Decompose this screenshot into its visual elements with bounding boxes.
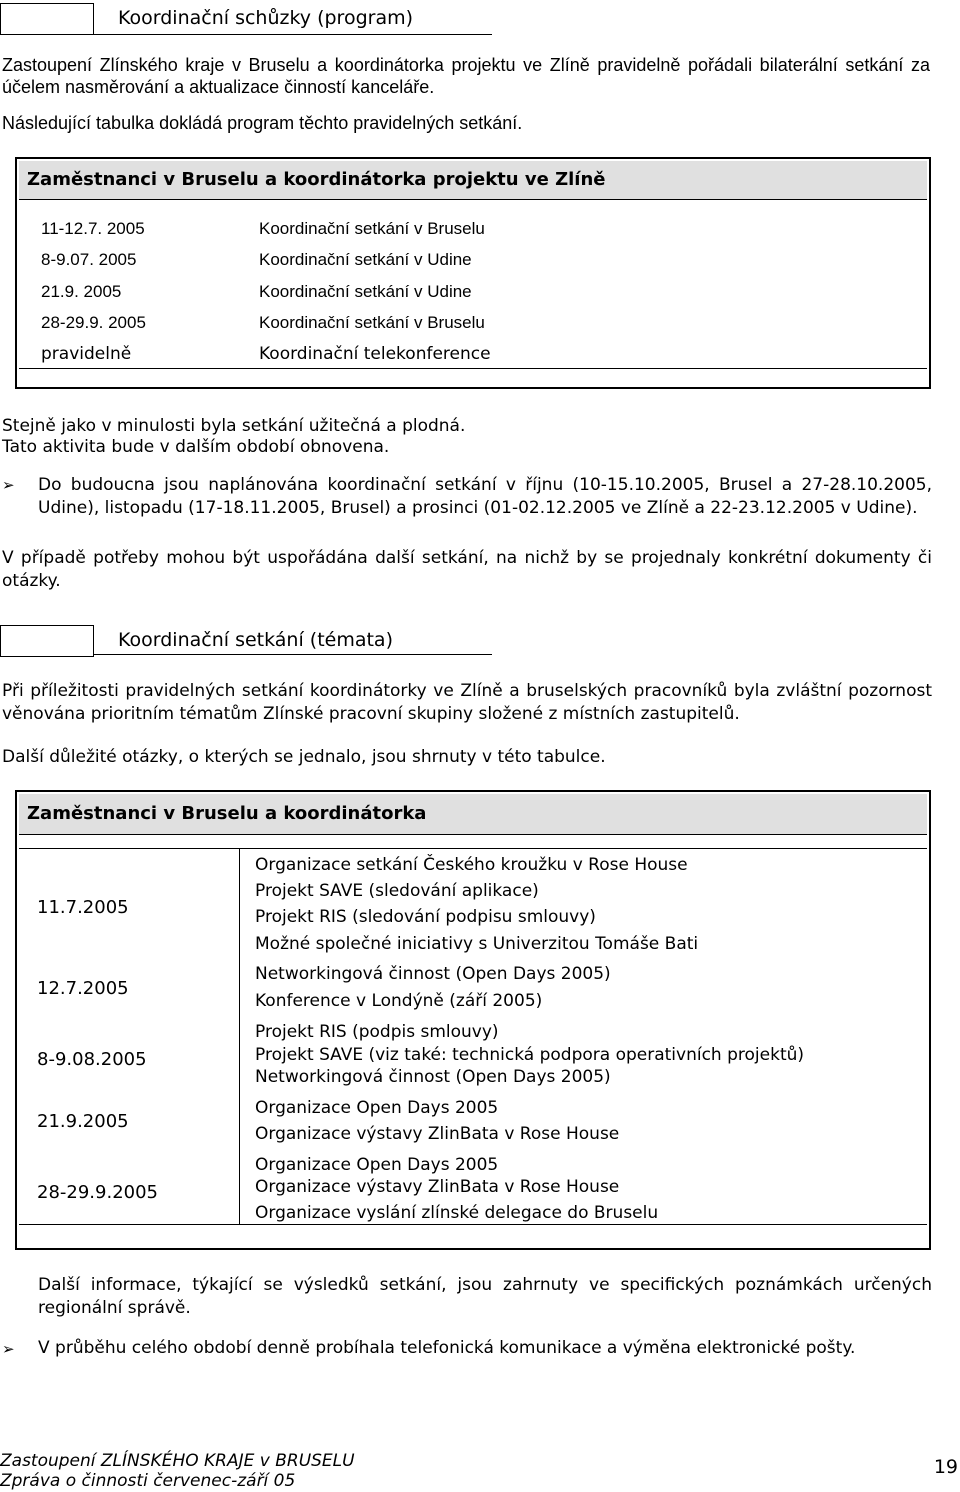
row-date: 21.9.2005 — [37, 1111, 129, 1132]
heading-marker-box — [0, 625, 94, 657]
row-date: 28-29.9.2005 — [37, 1182, 159, 1203]
row-description: Koordinační setkání v Bruselu — [259, 219, 485, 238]
heading-marker-box — [0, 3, 94, 35]
table-header — [19, 161, 927, 200]
row-date: 8-9.08.2005 — [37, 1049, 147, 1070]
table-footer-rule — [19, 368, 927, 369]
row-topic: Projekt SAVE (viz také: technická podpora operativních projektů) — [255, 1045, 805, 1065]
row-topic: Projekt RIS (podpis smlouvy) — [255, 1022, 499, 1042]
meeting-program-table — [15, 157, 931, 389]
bullet-planned-meetings: Do budoucna jsou naplánována koordinační setkání v říjnu (10-15.10.2005, Brusel a 27-28.10.2005, Udine), listopadu (17-18.11.2005, Brusel) a prosinci (01-02.12.2005 ve Zlíně a 22-23.12.2005 v Udine). — [38, 475, 932, 518]
bullet-communication: V průběhu celého období denně probíhala telefonická komunikace a výměna elektronické pošty. — [38, 1338, 856, 1358]
section-title: Koordinační schůzky (program) — [118, 7, 414, 29]
section-heading-program — [0, 3, 500, 35]
row-description: Koordinační setkání v Udine — [259, 250, 472, 269]
row-date: 28-29.9. 2005 — [41, 313, 146, 332]
row-description: Koordinační setkání v Udine — [259, 282, 472, 301]
row-date: 21.9. 2005 — [41, 282, 122, 301]
footer-report-title: Zpráva o činnosti červenec-září 05 — [0, 1471, 296, 1491]
paragraph-after-table-1: Stejně jako v minulosti byla setkání užitečná a plodná. — [2, 416, 466, 436]
section-title: Koordinační setkání (témata) — [118, 629, 393, 651]
table-header-title: Zaměstnanci v Bruselu a koordinátorka — [27, 803, 427, 824]
row-topic: Organizace Open Days 2005 — [255, 1155, 499, 1175]
row-topic: Networkingová činnost (Open Days 2005) — [255, 1067, 611, 1087]
topics-table — [15, 790, 931, 1250]
row-topic: Možné společné iniciativy s Univerzitou Tomáše Bati — [255, 934, 699, 954]
column-divider — [239, 848, 240, 1224]
row-topic: Networkingová činnost (Open Days 2005) — [255, 964, 611, 984]
row-date: 12.7.2005 — [37, 978, 129, 999]
heading-underline — [94, 34, 492, 35]
row-topic: Projekt RIS (sledování podpisu smlouvy) — [255, 907, 596, 927]
row-description: Koordinační setkání v Bruselu — [259, 313, 485, 332]
paragraph-further-info: Další informace, týkající se výsledků setkání, jsou zahrnuty ve specifických poznámkách určených regionální správě. — [38, 1275, 932, 1318]
arrow-bullet-icon: ➢ — [2, 1340, 15, 1358]
row-topic: Organizace Open Days 2005 — [255, 1098, 499, 1118]
row-topic: Projekt SAVE (sledování aplikace) — [255, 881, 539, 901]
row-topic: Organizace výstavy ZlinBata v Rose House — [255, 1124, 620, 1144]
paragraph-intro-2: Následující tabulka dokládá program těchto pravidelných setkání. — [2, 113, 523, 133]
arrow-bullet-icon: ➢ — [2, 476, 15, 494]
row-date: 11.7.2005 — [37, 897, 129, 918]
row-topic: Organizace výstavy ZlinBata v Rose House — [255, 1177, 620, 1197]
table-body-bottom-rule — [19, 1224, 927, 1225]
row-description: Koordinační telekonference — [259, 344, 491, 364]
table-header-title: Zaměstnanci v Bruselu a koordinátorka projektu ve Zlíně — [27, 169, 606, 190]
paragraph-intro: Zastoupení Zlínského kraje v Bruselu a koordinátorka projektu ve Zlíně pravidelně pořádali bilaterální setkání za účelem nasměrování a aktualizace činností kanceláře. — [2, 55, 930, 97]
row-topic: Organizace vyslání zlínské delegace do Bruselu — [255, 1203, 659, 1223]
row-date: pravidelně — [41, 344, 132, 364]
paragraph-after-table-2: Tato aktivita bude v dalším období obnovena. — [2, 437, 390, 457]
section-heading-topics — [0, 625, 500, 657]
row-topic: Konference v Londýně (září 2005) — [255, 991, 543, 1011]
row-topic: Organizace setkání Českého kroužku v Rose House — [255, 855, 688, 875]
paragraph-closing: V případě potřeby mohou být uspořádána další setkání, na nichž by se projednaly konkrétní dokumenty či otázky. — [2, 548, 932, 591]
heading-underline — [94, 654, 492, 655]
footer-organization: Zastoupení ZLÍNSKÉHO KRAJE v BRUSELU — [0, 1451, 355, 1471]
table-header — [19, 794, 927, 835]
table-body-top-rule — [19, 848, 927, 849]
paragraph-topics-intro: Při příležitosti pravidelných setkání koordinátorky ve Zlíně a bruselských pracovníků byla zvláštní pozornost věnována prioritním tématům Zlínské pracovní skupiny složené z místních zastupitelů. — [2, 681, 932, 724]
row-date: 8-9.07. 2005 — [41, 250, 137, 269]
page-number: 19 — [933, 1456, 958, 1478]
row-date: 11-12.7. 2005 — [41, 219, 145, 238]
paragraph-topics-intro-2: Další důležité otázky, o kterých se jednalo, jsou shrnuty v této tabulce. — [2, 747, 606, 767]
